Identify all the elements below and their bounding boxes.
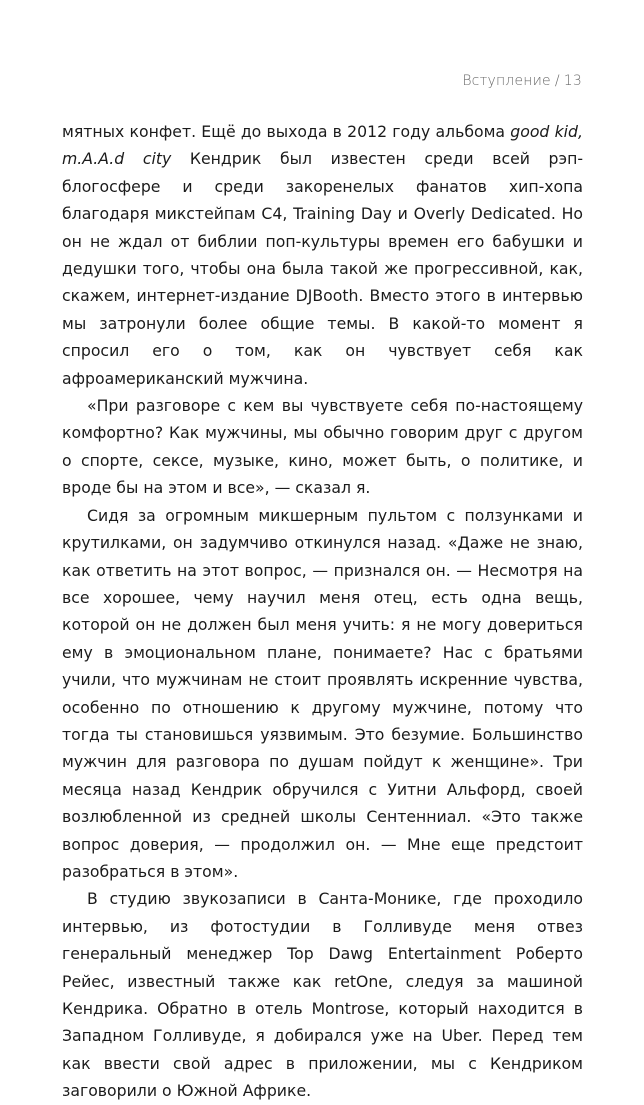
page-number: 13 [563, 73, 582, 89]
paragraph-2: «При разговоре с кем вы чувствуете себя по-настоящему комфортно? Как мужчины, мы обычно говорим друг с другом о спорте, сексе, музыке, кино, может быть, о политике, и вроде бы на этом и все», — сказал я. [62, 396, 583, 498]
album-title: good kid, m.A.A.d city [62, 122, 583, 169]
paragraph-3: Сидя за огромным микшерным пультом с ползунками и крутилками, он задумчиво откинулся назад. «Даже не знаю, как ответить на этот вопрос, — признался он. — Несмотря на все хорошее, чему научил меня отец, есть одна вещь, которой он не должен был меня учить: я не могу довериться ему в эмоциональном плане, понимаете? Нас с братьями учили, что мужчинам не стоит проявлять искренние чувства, особенно по отношению к другому мужчине, потому что тогда ты становишься уязвимым. Это безумие. Большинство мужчин для разговора по душам пойдут к женщине». Три месяца назад Кендрик обручился с Уитни Альфорд, своей возлюбленной из средней школы Сентенниал. «Это также вопрос доверия, — продолжил он. — Мне еще предстоит разобраться в этом». [62, 505, 583, 881]
header-separator: / [554, 73, 560, 89]
body-text [62, 118, 583, 1105]
running-header [462, 73, 582, 89]
section-title: Вступление [462, 73, 551, 89]
paragraph-4: В студию звукозаписи в Санта-Монике, где проходило интервью, из фотостудии в Голливуде меня отвез генеральный менеджер Top Dawg Entertainment Роберто Рейес, известный также как retOne, следуя за машиной Кендрика. Обратно в отель Montrose, который находится в Западном Голливуде, я добирался уже на Uber. Перед тем как ввести свой адрес в приложении, мы с Кендриком заговорили о Южной Африке. [62, 889, 583, 1101]
paragraph-1 [62, 118, 583, 392]
paragraph-1-part-1: мятных конфет. Ещё до выхода в 2012 году альбома [62, 122, 511, 141]
paragraph-1-part-3: Кендрик был известен среди всей рэп-блогосфере и среди закоренелых фанатов хип-хопа благодаря микстейпам C4, Training Day и Overly Dedicated. Но он не ждал от библии поп-культуры времен его бабушки и дедушки того, чтобы она была такой же прогрессивной, как, скажем, интернет-издание DJBooth. Вместо этого в интервью мы затронули более общие темы. В какой-то момент я спросил его о том, как он чувствует себя как афроамериканский мужчина. [62, 149, 583, 388]
